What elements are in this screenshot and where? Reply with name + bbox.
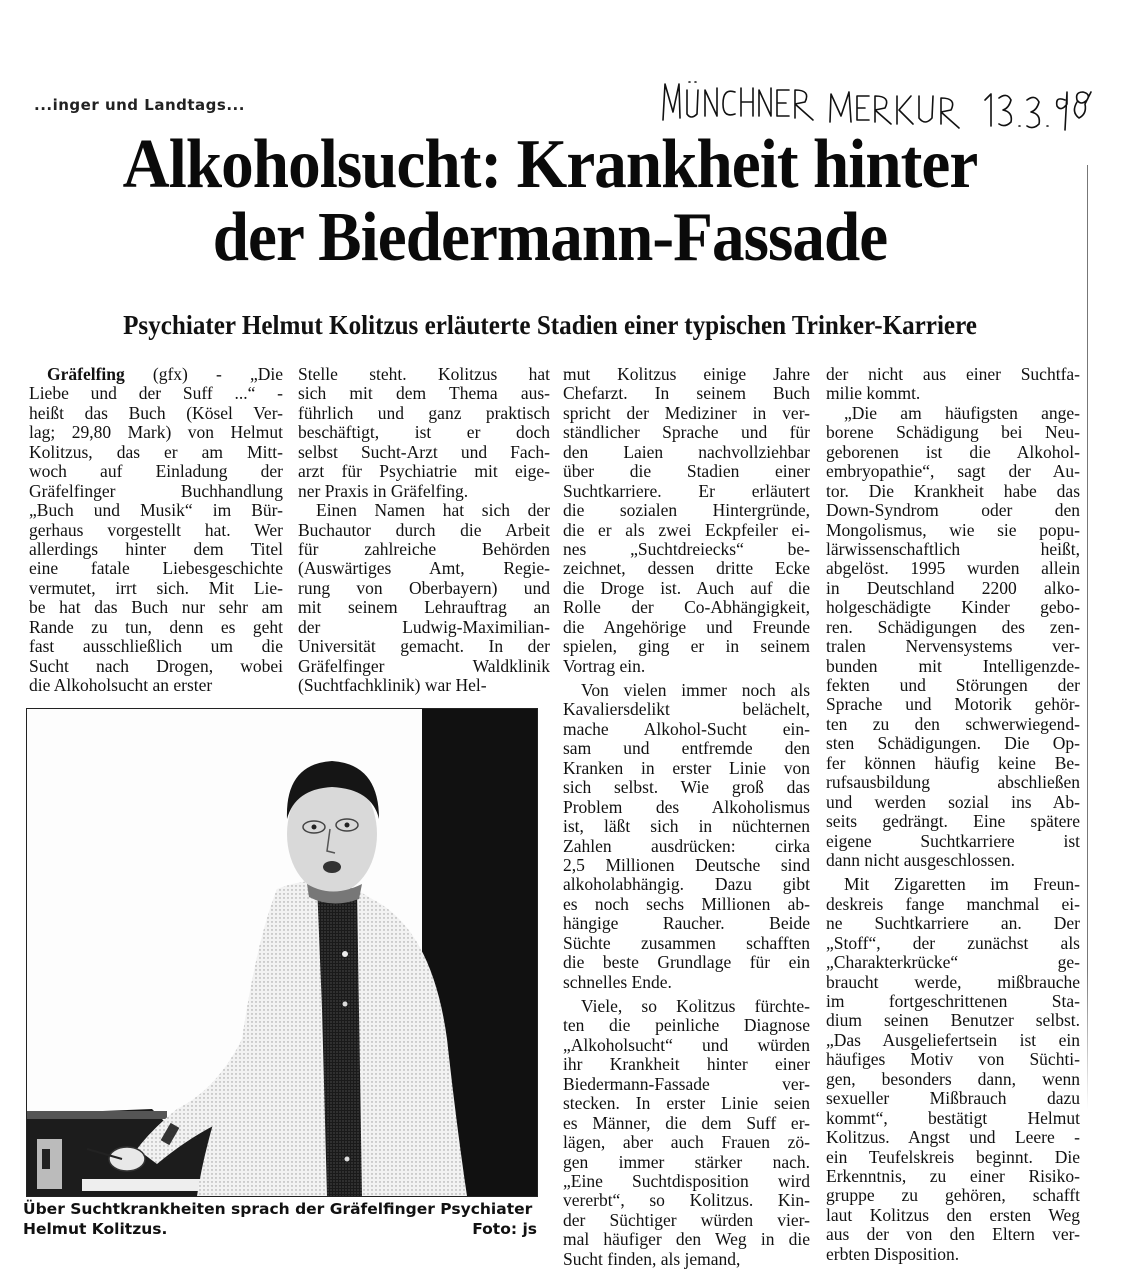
article-line: selbst Sucht-Arzt und Fach- [298,441,550,462]
article-line: sam und entfremde den [563,738,810,759]
article-line: in Deutschland 2200 alko- [826,577,1080,598]
article-line: es noch sechs Millionen ab- [563,893,810,914]
article-line: lag; 29,80 Mark) von Helmut [29,422,283,443]
article-column-4 [826,365,1080,1264]
article-line: sten Schädigungen. Die Op- [826,733,1080,754]
article-line: dann nicht ausgeschlossen. [826,849,1016,870]
article-line [29,365,283,384]
article-line: geborenen ist die Alkohol- [826,441,1080,462]
article-line: arzt für Psychiatrie mit eige- [298,461,550,482]
article-line: mache Alkohol-Sucht ein- [563,718,810,739]
article-line: aus der von den Eltern ver- [826,1224,1080,1245]
article-line: allerdings hinter dem Titel [29,538,283,559]
article-line: hängige Raucher. Beide [563,913,810,934]
article-line: bunden mit Intelligenzde- [826,655,1080,676]
article-line: heißt das Buch (Kösel Ver- [29,402,283,423]
article-line: laut Kolitzus den ersten Weg [826,1204,1080,1225]
article-line: der Ludwig-Maximilian- [298,616,550,637]
svg-text:MÜNCHNER MERKUR 13.3.98: MÜNCHNER MERKUR 13.3.98 [655,70,672,71]
article-line: und werden sozial ins Ab- [826,791,1080,812]
article-line: häufiges Motiv von Süchti- [826,1049,1080,1070]
article-line: Buchautor durch die Arbeit [298,519,550,540]
article-line: Gräfelfinger Waldklinik [298,655,550,676]
article-line: borene Schädigung bei Neu- [826,422,1080,443]
article-line: „Buch und Musik“ im Bür- [29,500,283,521]
article-column-2 [298,365,550,695]
article-line: sich mit dem Thema aus- [298,383,550,404]
article-line: Kavaliersdelikt belächelt, [563,699,810,720]
article-line: braucht werde, mißbrauche [826,971,1080,992]
article-line: Rande zu tun, denn es geht [29,616,283,637]
article-line: sexueller Mißbrauch dazu [826,1088,1080,1109]
article-line: gruppe zu gehören, schafft [826,1185,1080,1206]
article-line: eigene Suchtkarriere ist [826,830,1080,851]
article-line: ihr Krankheit hinter einer [563,1054,810,1075]
article-line: (Suchtfachklinik) war Hel- [298,675,487,695]
article-line: ständlicher Sprache und für [563,422,810,443]
article-photo [26,708,538,1197]
article-line: „Alkoholsucht“ und würden [563,1034,810,1055]
article-line: gerhaus vorgestellt hat. Wer [29,519,283,540]
article-line: Mit Zigaretten im Freun- [844,874,1080,895]
article-line: kommt“, bestätigt Helmut [826,1107,1080,1128]
handwriting-graphic [655,70,1100,132]
article-line: im fortgeschrittenen Sta- [826,991,1080,1011]
photo-lecturer-image [27,709,537,1196]
article-line: Down-Syndrom oder den [826,500,1080,521]
headline-line-2: der Biedermann-Fassade [212,199,888,276]
article-line: Kolitzus. Angst und Leere - [826,1127,1080,1148]
article-column-3 [563,365,810,1269]
article-line: erbten Disposition. [826,1243,960,1264]
article-line: Vortrag ein. [563,655,646,676]
article-line: „Eine Suchtdisposition wird [563,1170,810,1191]
article-line: „Das Ausgeliefertsein ist ein [826,1029,1080,1050]
article-line: fast ausschließlich um die [29,636,283,657]
article-line: fer können häufig keine Be- [826,752,1080,773]
article-line: die Alkoholsucht an erster [29,675,213,695]
photo-caption: Über Suchtkrankheiten sprach der Gräfelfinger Psychiater Helmut Kolitzus. [23,1200,533,1238]
photo-caption-block [23,1199,537,1239]
article-line: der Süchtiger würden vier- [563,1209,810,1230]
article-line: ist, läßt sich in nüchternen [563,816,810,837]
article-line: vererbt“, so Kolitzus. Kin- [563,1190,810,1211]
article-line: die beste Grundlage für ein [563,952,810,973]
article-line: lägen, aber auch Frauen zö- [563,1132,810,1153]
article-line: die er als zwei Eckpfeiler ei- [563,519,810,540]
article-line: für zahlreiche Behörden [298,538,550,559]
article-line: vermutet, irrt sich. Mit Lie- [29,577,283,598]
article-line: woch auf Einladung der [29,461,283,482]
article-line: ne Suchtkarriere an. Der [826,913,1080,934]
article-line: Universität gemacht. In der [298,636,550,657]
article-line: lärwissenschaftlich heißt, [826,538,1080,559]
article-line: sich selbst. Wie groß das [563,777,810,798]
article-line: Zahlen ausdrücken: cirka [563,835,810,856]
cutoff-heading-fragment: ...inger und Landtags... [34,96,245,114]
article-line: es Männer, die dem Suff er- [563,1112,810,1133]
article-line: Liebe und der Suff ...“ - [29,383,283,404]
article-line: Problem des Alkoholismus [563,796,810,817]
article-line: „Die am häufigsten ange- [844,402,1080,423]
article-line: embryopathie“, sagt der Au- [826,461,1080,482]
article-line: Einen Namen hat sich der [316,500,550,521]
photo-credit: Foto: js [472,1220,537,1238]
article-line: Sprache und Motorik gehör- [826,694,1080,715]
article-line: die sozialen Hintergründe, [563,500,810,521]
subheadline: Psychiater Helmut Kolitzus erläuterte Stadien einer typischen Trinker-Karriere [123,310,977,340]
article-line: gen, besonders dann, wenn [826,1068,1080,1089]
article-line: Rolle der Co-Abhängigkeit, [563,597,810,618]
article-line: zeichnet, dessen dritte Ecke [563,558,810,579]
article-line: Kolitzus, das er am Mitt- [29,441,283,462]
article-line: dium seinen Benutzer selbst. [826,1010,1080,1031]
article-line: be hat das Buch nur sehr am [29,597,283,618]
article-line: abgelöst. 1995 wurden allein [826,558,1080,579]
article-line-text: (gfx) - „Die [124,364,283,384]
article-line: Kranken in erster Linie von [563,757,810,778]
article-line: tor. Die Krankheit habe das [826,480,1080,501]
article-line: holgeschädigte Kinder gebo- [826,597,1080,618]
article-line: Sucht finden, als jemand, [563,1248,741,1269]
column-rule [1087,165,1088,1110]
article-line: alkoholabhängig. Dazu gibt [563,874,810,895]
headline-line-1: Alkoholsucht: Krankheit hinter [122,126,978,203]
article-line: spielen, ging er in seinem [563,636,810,657]
article-line: über die Stadien einer [563,461,810,482]
article-line: spricht der Mediziner in ver- [563,402,810,423]
article-line: Süchte zusammen schafften [563,932,810,953]
article-column-1 [29,365,283,695]
article-line: eine fatale Liebesgeschichte [29,558,283,579]
article-line: „Charakterkrücke“ ge- [826,952,1080,973]
article-line: Erkenntnis, zu einer Risiko- [826,1165,1080,1186]
article-line: ten die peinliche Diagnose [563,1015,810,1036]
article-line: (Auswärtiges Amt, Regie- [298,558,550,579]
article-line: die Angehörige und Freunde [563,616,810,637]
article-line: Suchtkarriere. Er erläutert [563,480,810,501]
article-line: Sucht nach Drogen, wobei [29,655,283,676]
article-line: fekten und Störungen der [826,675,1080,695]
article-line: ten zu den schwerwiegend- [826,713,1080,734]
article-line: den Laien nachvollziehbar [563,441,810,462]
article-line: Viele, so Kolitzus fürchte- [581,996,810,1016]
article-line: Chefarzt. In seinem Buch [563,383,810,404]
article-line: ein Teufelskreis beginnt. Die [826,1146,1080,1167]
article-line: ner Praxis in Gräfelfing. [298,480,469,501]
article-line: Stelle steht. Kolitzus hat [298,364,550,384]
handwritten-source-note [655,70,1100,132]
headline [57,128,1043,274]
article-line: mit seinem Lehrauftrag an [298,597,550,618]
article-line: Gräfelfinger Buchhandlung [29,480,283,501]
article-line: die Droge ist. Auch auf die [563,577,810,598]
article-line: „Stoff“, der zunächst als [826,932,1080,953]
article-line: führlich und ganz praktisch [298,402,550,423]
article-line: milie kommt. [826,383,921,404]
article-line: beschäftigt, ist er doch [298,422,550,443]
dateline: Gräfelfing [47,364,125,384]
article-line: seits gedrängt. Eine spätere [826,811,1080,832]
article-line: nes „Suchtdreiecks“ be- [563,538,810,559]
article-line: rufsausbildung abschließen [826,772,1080,793]
article-line: deskreis fange manchmal ei- [826,893,1080,914]
article-line: schnelles Ende. [563,971,672,992]
article-line: mal häufiger den Weg in die [563,1229,810,1250]
article-line: ren. Schädigungen des zen- [826,616,1080,637]
article-line: 2,5 Millionen Deutsche sind [563,854,810,875]
article-line: tralen Nervensystems ver- [826,636,1080,657]
article-line: Biedermann-Fassade ver- [563,1073,810,1094]
article-line: der nicht aus einer Suchtfa- [826,364,1080,384]
article-line: rung von Oberbayern) und [298,577,550,598]
article-line: stecken. In erster Linie seien [563,1093,810,1114]
article-line: gen immer stärker nach. [563,1151,810,1172]
article-line: Mongolismus, wie sie popu- [826,519,1080,540]
article-line: Von vielen immer noch als [581,680,810,700]
article-line: mut Kolitzus einige Jahre [563,364,810,384]
